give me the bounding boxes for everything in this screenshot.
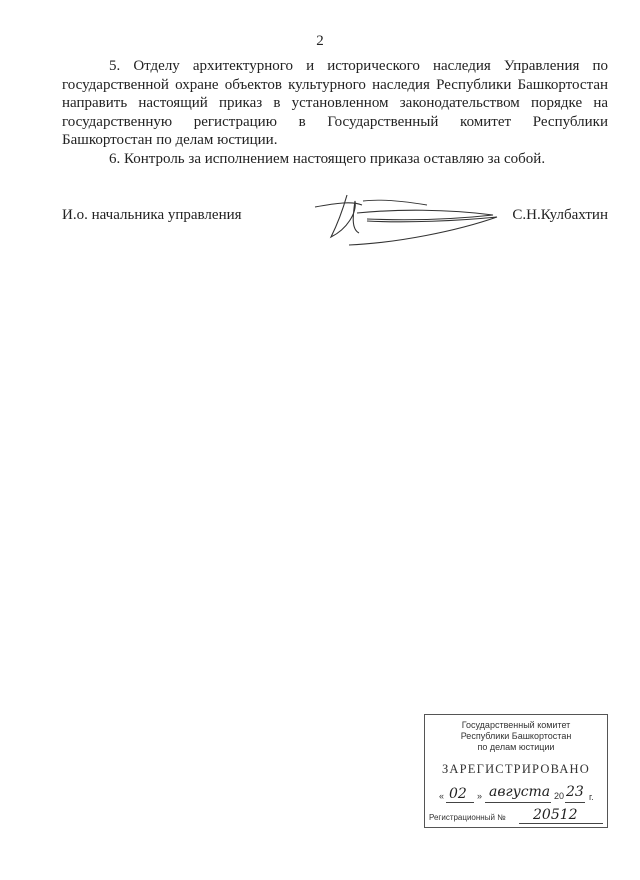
stamp-org-line: Государственный комитет (461, 720, 571, 730)
stamp-year-suffix: 23 (566, 784, 584, 800)
stamp-reg-label: Регистрационный № (429, 813, 506, 822)
document-body (62, 57, 608, 168)
stamp-date (439, 784, 607, 805)
day-underline (446, 802, 474, 803)
stamp-organization (425, 720, 607, 753)
stamp-reg-number: 20512 (533, 807, 578, 823)
signature-block (62, 203, 608, 253)
reg-underline (519, 823, 603, 824)
stamp-org-line: по делам юстиции (477, 742, 555, 752)
stamp-open-quote: « (439, 791, 445, 801)
stamp-close-quote: » (477, 791, 483, 801)
year-underline (565, 802, 585, 803)
stamp-year-prefix: 20 (554, 791, 565, 801)
stamp-year-unit: г. (589, 792, 594, 802)
stamp-registration (429, 807, 605, 825)
registration-stamp (424, 714, 608, 828)
page-number: 2 (316, 33, 324, 49)
paragraph-6: 6. Контроль за исполнением настоящего приказа оставляю за собой. (109, 150, 546, 167)
month-underline (485, 802, 551, 803)
stamp-month: августа (489, 784, 551, 800)
stamp-day: 02 (449, 786, 467, 802)
stamp-title: ЗАРЕГИСТРИРОВАНО (441, 762, 591, 776)
paragraph-5: 5. Отделу архитектурного и исторического наследия Управления по государственной охране объектов культурного наследия Республики Башкортостан направить настоящий приказ в установленном законодательством порядке на государственную регистрацию в Государственный комитет Республики Башкортостан по делам юстиции. (62, 58, 608, 148)
handwritten-signature (307, 191, 507, 251)
stamp-org-line: Республики Башкортостан (460, 731, 572, 741)
signatory-name: С.Н.Кулбахтин (512, 207, 608, 223)
signatory-title: И.о. начальника управления (62, 207, 242, 223)
